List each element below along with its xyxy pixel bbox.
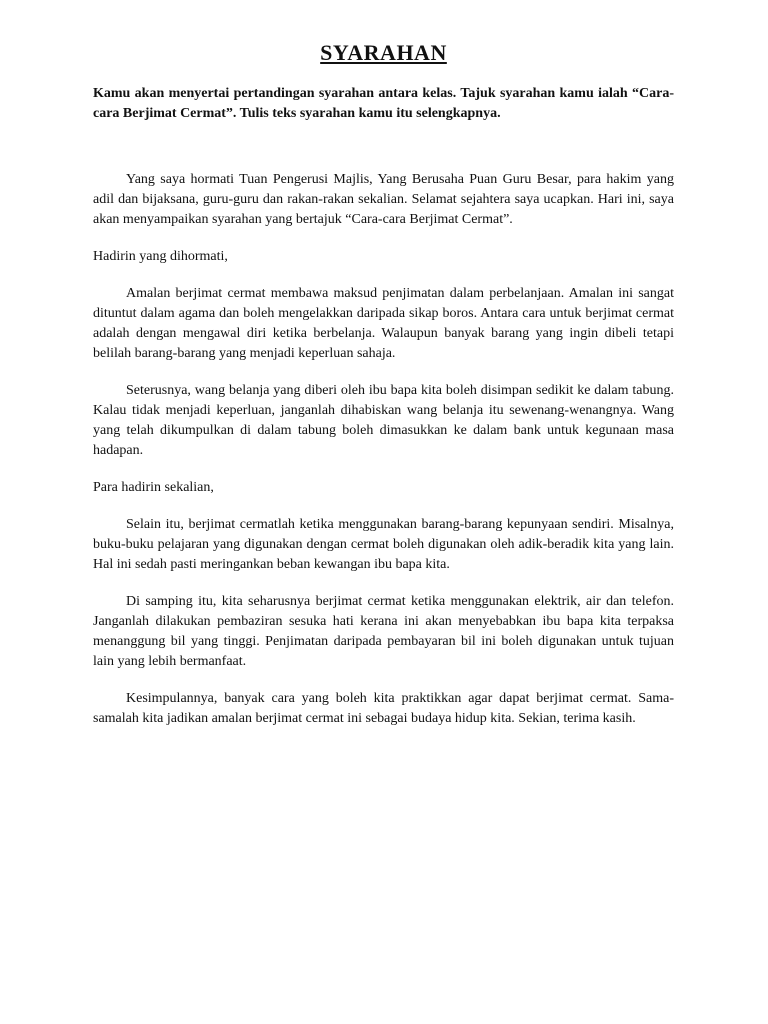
- opening-paragraph: Yang saya hormati Tuan Pengerusi Majlis, Yang Berusaha Puan Guru Besar, para hakim yang adil dan bijaksana, guru-guru dan rakan-rakan sekalian. Selamat sejahtera saya ucapkan. Hari ini, saya akan menyampaikan syarahan yang bertajuk “Cara-cara Berjimat Cermat”.: [93, 172, 674, 228]
- essay-instruction: Kamu akan menyertai pertandingan syarahan antara kelas. Tajuk syarahan kamu ialah “Cara-cara Berjimat Cermat”. Tulis teks syarahan kamu itu selengkapnya.: [93, 86, 674, 122]
- document-title: SYARAHAN: [320, 40, 447, 65]
- body-paragraph: Seterusnya, wang belanja yang diberi oleh ibu bapa kita boleh disimpan sedikit ke dalam tabung. Kalau tidak menjadi keperluan, janganlah dihabiskan wang belanja itu sewenang-wenangnya. Wang yang telah dikumpulkan di dalam tabung boleh dimasukkan ke dalam bank untuk kegunaan masa hadapan.: [93, 383, 674, 459]
- salutation-line: Hadirin yang dihormati,: [93, 249, 228, 265]
- body-paragraph: Amalan berjimat cermat membawa maksud penjimatan dalam perbelanjaan. Amalan ini sangat dituntut dalam agama dan boleh mengelakkan daripada sikap boros. Antara cara untuk berjimat cermat adalah dengan mengawal diri ketika berbelanja. Walaupun banyak barang yang ingin dibeli tetapi belilah barang-barang yang menjadi keperluan sahaja.: [93, 286, 674, 362]
- document-page: [93, 40, 674, 746]
- salutation-line: Para hadirin sekalian,: [93, 480, 214, 496]
- closing-paragraph: Kesimpulannya, banyak cara yang boleh kita praktikkan agar dapat berjimat cermat. Sama-samalah kita jadikan amalan berjimat cermat ini sebagai budaya hidup kita. Sekian, terima kasih.: [93, 691, 674, 727]
- body-paragraph: Di samping itu, kita seharusnya berjimat cermat ketika menggunakan elektrik, air dan telefon. Janganlah dilakukan pembaziran sesuka hati kerana ini akan menyebabkan ibu bapa kita terpaksa menanggung bil yang tinggi. Penjimatan daripada pembayaran bil ini boleh digunakan untuk tujuan lain yang lebih bermanfaat.: [93, 594, 674, 670]
- body-paragraph: Selain itu, berjimat cermatlah ketika menggunakan barang-barang kepunyaan sendiri. Misalnya, buku-buku pelajaran yang digunakan dengan cermat boleh digunakan oleh adik-beradik kita yang lain. Hal ini sedah pasti meringankan beban kewangan ibu bapa kita.: [93, 517, 674, 573]
